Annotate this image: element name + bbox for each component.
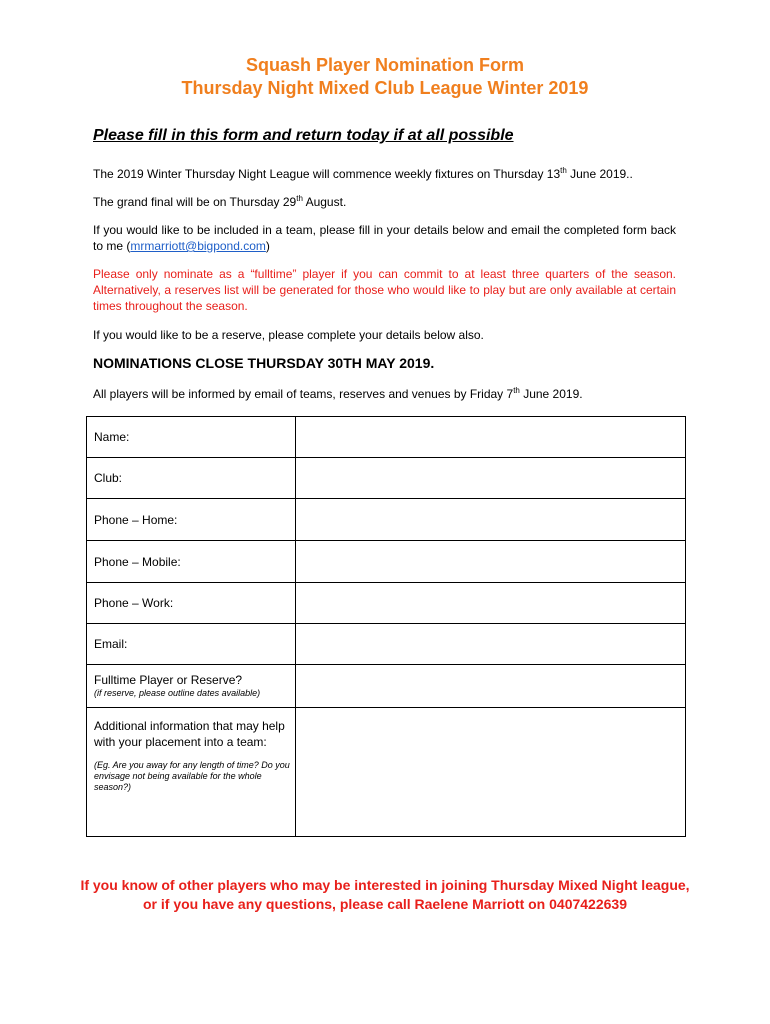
- grand-final-paragraph: The grand final will be on Thursday 29th August.: [93, 194, 347, 209]
- nominations-close-heading: NOMINATIONS CLOSE THURSDAY 30TH MAY 2019.: [93, 355, 435, 371]
- email-field[interactable]: [296, 624, 686, 665]
- table-row: [87, 499, 686, 541]
- email-link[interactable]: mrmarriott@bigpond.com: [130, 239, 266, 253]
- league-title: Thursday Night Mixed Club League Winter 2019: [181, 78, 589, 98]
- name-field[interactable]: [296, 417, 686, 458]
- fulltime-question: Fulltime Player or Reserve?: [94, 673, 243, 687]
- contact-footer: If you know of other players who may be interested in joining Thursday Mixed Night league, or if you have any questions, please call Raelene Marriott on 0407422639: [80, 877, 690, 912]
- instruction-heading: Please fill in this form and return today if at all possible: [93, 127, 514, 144]
- additional-info-label: [87, 708, 296, 837]
- phone-mobile-field[interactable]: [296, 541, 686, 583]
- name-label: Name:: [87, 417, 296, 458]
- reserve-paragraph: If you would like to be a reserve, please complete your details below also.: [93, 328, 484, 342]
- phone-home-field[interactable]: [296, 499, 686, 541]
- table-row: [87, 458, 686, 499]
- table-row: [87, 417, 686, 458]
- fulltime-reserve-label: [87, 665, 296, 708]
- phone-work-field[interactable]: [296, 583, 686, 624]
- commencement-paragraph: The 2019 Winter Thursday Night League will commence weekly fixtures on Thursday 13th June 2019..: [93, 166, 633, 181]
- additional-info-question: Additional information that may help with your placement into a team:: [94, 719, 285, 749]
- table-row: [87, 665, 686, 708]
- table-row: [87, 541, 686, 583]
- table-row: [87, 583, 686, 624]
- email-label: Email:: [87, 624, 296, 665]
- fulltime-note: (if reserve, please outline dates available): [94, 688, 261, 698]
- email-instructions-paragraph: If you would like to be included in a team, please fill in your details below and email the completed form back to me (mrmarriott@bigpond.com): [93, 223, 676, 253]
- phone-work-label: Phone – Work:: [87, 583, 296, 624]
- additional-info-field[interactable]: [296, 708, 686, 837]
- phone-mobile-label: Phone – Mobile:: [87, 541, 296, 583]
- form-title: Squash Player Nomination Form: [245, 55, 525, 75]
- club-label: Club:: [87, 458, 296, 499]
- notification-paragraph: All players will be informed by email of teams, reserves and venues by Friday 7th June 2019.: [93, 386, 583, 401]
- nomination-table: [86, 416, 686, 837]
- club-field[interactable]: [296, 458, 686, 499]
- fulltime-reserve-field[interactable]: [296, 665, 686, 708]
- additional-info-note: (Eg. Are you away for any length of time? Do you envisage not being available for the whole season?): [94, 760, 290, 792]
- fulltime-warning-paragraph: Please only nominate as a “fulltime” player if you can commit to at least three quarters of the season. Alternatively, a reserves list will be generated for those who would like to play but are only available at certain times throughout the season.: [93, 267, 676, 313]
- phone-home-label: Phone – Home:: [87, 499, 296, 541]
- table-row: [87, 708, 686, 837]
- table-row: [87, 624, 686, 665]
